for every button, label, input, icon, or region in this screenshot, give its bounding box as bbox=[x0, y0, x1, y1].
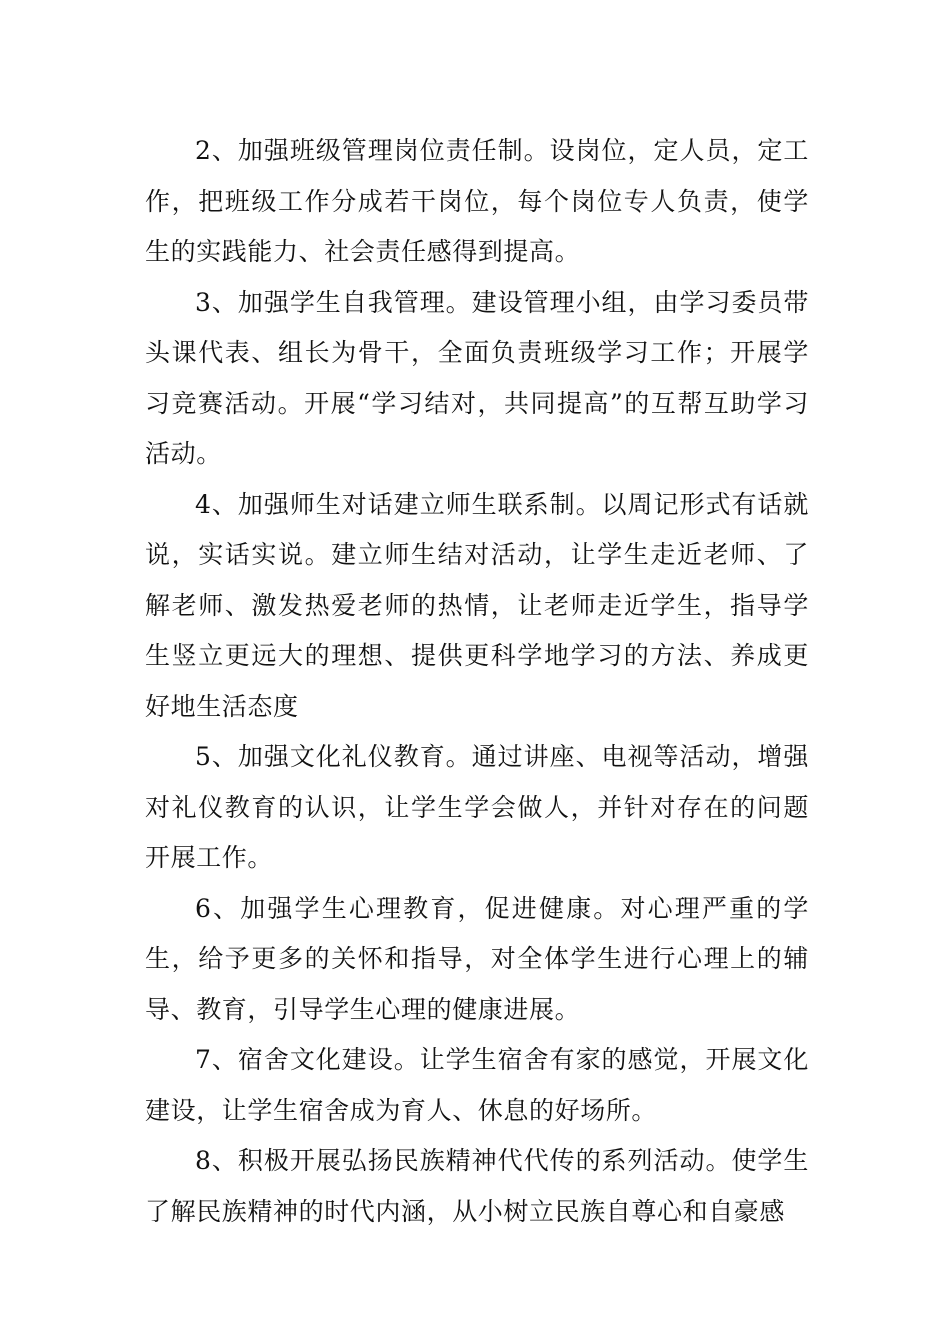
paragraph-6: 6、加强学生心理教育，促进健康。对心理严重的学生，给予更多的关怀和指导，对全体学生进行心理上的辅导、教育，引导学生心理的健康进展。 bbox=[145, 893, 809, 1024]
paragraph-4: 4、加强师生对话建立师生联系制。以周记形式有话就说，实话实说。建立师生结对活动，让学生走近老师、了解老师、激发热爱老师的热情，让老师走近学生，指导学生竖立更远大的理想、提供更科学地学习的方法、养成更好地生活态度 bbox=[145, 489, 809, 721]
paragraph-8: 8、积极开展弘扬民族精神代代传的系列活动。使学生了解民族精神的时代内涵，从小树立民族自尊心和自豪感 bbox=[145, 1146, 809, 1226]
paragraph-2: 2、加强班级管理岗位责任制。设岗位，定人员，定工作，把班级工作分成若干岗位，每个岗位专人负责，使学生的实践能力、社会责任感得到提高。 bbox=[145, 136, 809, 266]
paragraph-3: 3、加强学生自我管理。建设管理小组，由学习委员带头课代表、组长为骨干，全面负责班级学习工作；开展学习竞赛活动。开展“学习结对，共同提高”的互帮互助学习活动。 bbox=[145, 287, 809, 468]
paragraph-5: 5、加强文化礼仪教育。通过讲座、电视等活动，增强对礼仪教育的认识，让学生学会做人，并针对存在的问题开展工作。 bbox=[145, 742, 809, 872]
paragraph-7: 7、宿舍文化建设。让学生宿舍有家的感觉，开展文化建设，让学生宿舍成为育人、休息的好场所。 bbox=[145, 1045, 809, 1125]
document-page bbox=[145, 126, 809, 1237]
